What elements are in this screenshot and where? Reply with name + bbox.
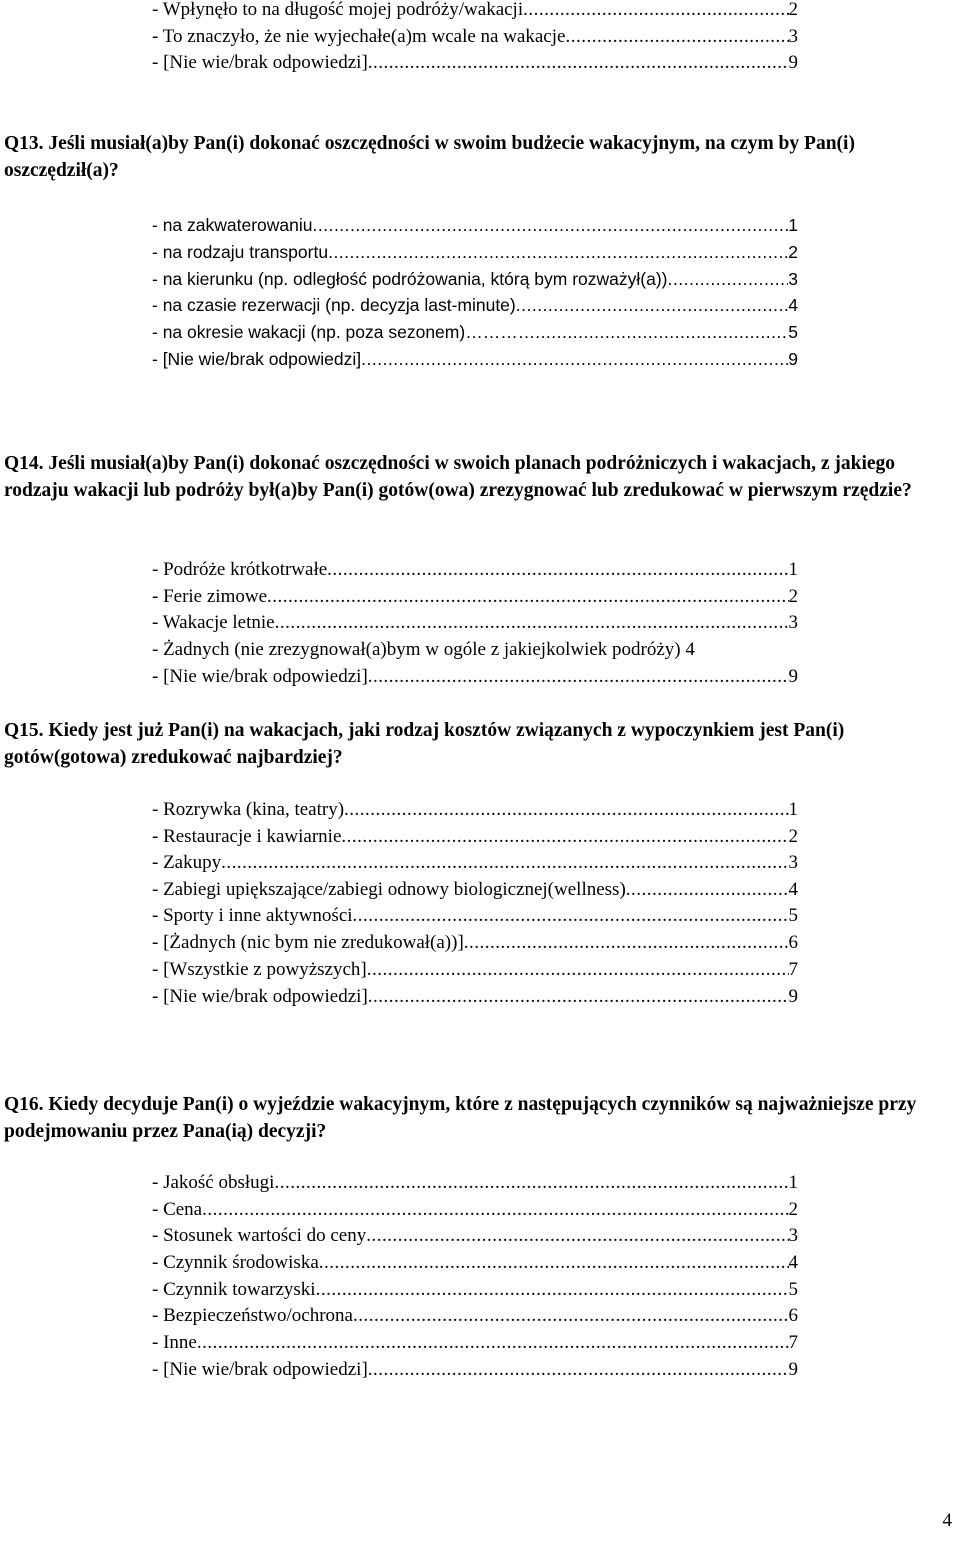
question-text: Kiedy decyduje Pan(i) o wyjeździe wakacyjnym, które z następujących czynników są najważniejsze przy podejmowaniu przez Pana(ią) decyzji? xyxy=(4,1094,917,1142)
answer-option: - [Żadnych (nic bym nie zredukował(a))] ..... 6 xyxy=(152,930,798,956)
answer-option: - Ferie zimowe ..... 2 xyxy=(152,584,798,610)
answer-option: - na czasie rezerwacji (np. decyzja last-minute) ..... 4 xyxy=(152,292,798,318)
answer-option: - Wakacje letnie ..... 3 xyxy=(152,610,798,636)
answer-option: - [Nie wie/brak odpowiedzi] ..... 9 xyxy=(152,50,798,76)
answer-option: - Bezpieczeństwo/ochrona ..... 6 xyxy=(152,1303,798,1329)
answer-option: - Sporty i inne aktywności ..... 5 xyxy=(152,903,798,929)
answer-option: - Czynnik towarzyski ..... 5 xyxy=(152,1277,798,1303)
question-q16 xyxy=(4,1091,954,1145)
answer-option: - Zakupy ..... 3 xyxy=(152,850,798,876)
answer-option: - Restauracje i kawiarnie ..... 2 xyxy=(152,824,798,850)
question-text: Jeśli musiał(a)by Pan(i) dokonać oszczędności w swoim budżecie wakacyjnym, na czym by Pan(i) oszczędził(a)? xyxy=(4,133,855,181)
answer-option: - Inne ..... 7 xyxy=(152,1330,798,1356)
answer-option: - na okresie wakacji (np. poza sezonem)………… ..... 5 xyxy=(152,319,798,345)
answer-option: - Stosunek wartości do ceny ..... 3 xyxy=(152,1223,798,1249)
answer-option: - Rozrywka (kina, teatry) ..... 1 xyxy=(152,797,798,823)
answer-option: - To znaczyło, że nie wyjechałe(a)m wcale na wakacje ..... 3 xyxy=(152,24,798,50)
question-number: Q13. xyxy=(4,133,44,154)
answer-option: - [Nie wie/brak odpowiedzi] ..... 9 xyxy=(152,664,798,690)
answer-option: - [Nie wie/brak odpowiedzi] ..... 9 xyxy=(152,1357,798,1383)
answer-option: - Zabiegi upiększające/zabiegi odnowy biologicznej(wellness) ..... 4 xyxy=(152,877,798,903)
answer-option: - na zakwaterowaniu ..... 1 xyxy=(152,212,798,238)
question-q14 xyxy=(4,450,954,504)
answer-option: - [Nie wie/brak odpowiedzi] ..... 9 xyxy=(152,984,798,1010)
answer-option: - na rodzaju transportu ..... 2 xyxy=(152,239,798,265)
question-text: Kiedy jest już Pan(i) na wakacjach, jaki rodzaj kosztów związanych z wypoczynkiem jest Pan(i) gotów(gotowa) zredukować najbardziej? xyxy=(4,720,845,768)
question-number: Q15. xyxy=(4,720,44,741)
answer-option: - [Wszystkie z powyższych] ..... 7 xyxy=(152,957,798,983)
answer-option: - Wpłynęło to na długość mojej podróży/wakacji ..... 2 xyxy=(152,0,798,23)
question-number: Q14. xyxy=(4,453,44,474)
question-q15 xyxy=(4,717,954,771)
answer-option: - Cena ..... 2 xyxy=(152,1197,798,1223)
answer-option: - Podróże krótkotrwałe ..... 1 xyxy=(152,557,798,583)
question-q13 xyxy=(4,130,954,184)
answer-option: - [Nie wie/brak odpowiedzi] ..... 9 xyxy=(152,346,798,372)
answer-option: - Czynnik środowiska ..... 4 xyxy=(152,1250,798,1276)
answer-option: - Żadnych (nie zrezygnował(a)bym w ogóle z jakiejkolwiek podróży) 4 xyxy=(152,639,695,660)
question-number: Q16. xyxy=(4,1094,44,1115)
answer-option: - Jakość obsługi ..... 1 xyxy=(152,1170,798,1196)
answer-option: - na kierunku (np. odległość podróżowania, którą bym rozważył(a)) ..... 3 xyxy=(152,266,798,292)
question-text: Jeśli musiał(a)by Pan(i) dokonać oszczędności w swoich planach podróżniczych i wakacjach, z jakiego rodzaju wakacji lub podróży był(a)by Pan(i) gotów(owa) zrezygnować lub zredukować w pierwszym rzędzie? xyxy=(4,453,912,501)
page-number: 4 xyxy=(942,1510,952,1531)
